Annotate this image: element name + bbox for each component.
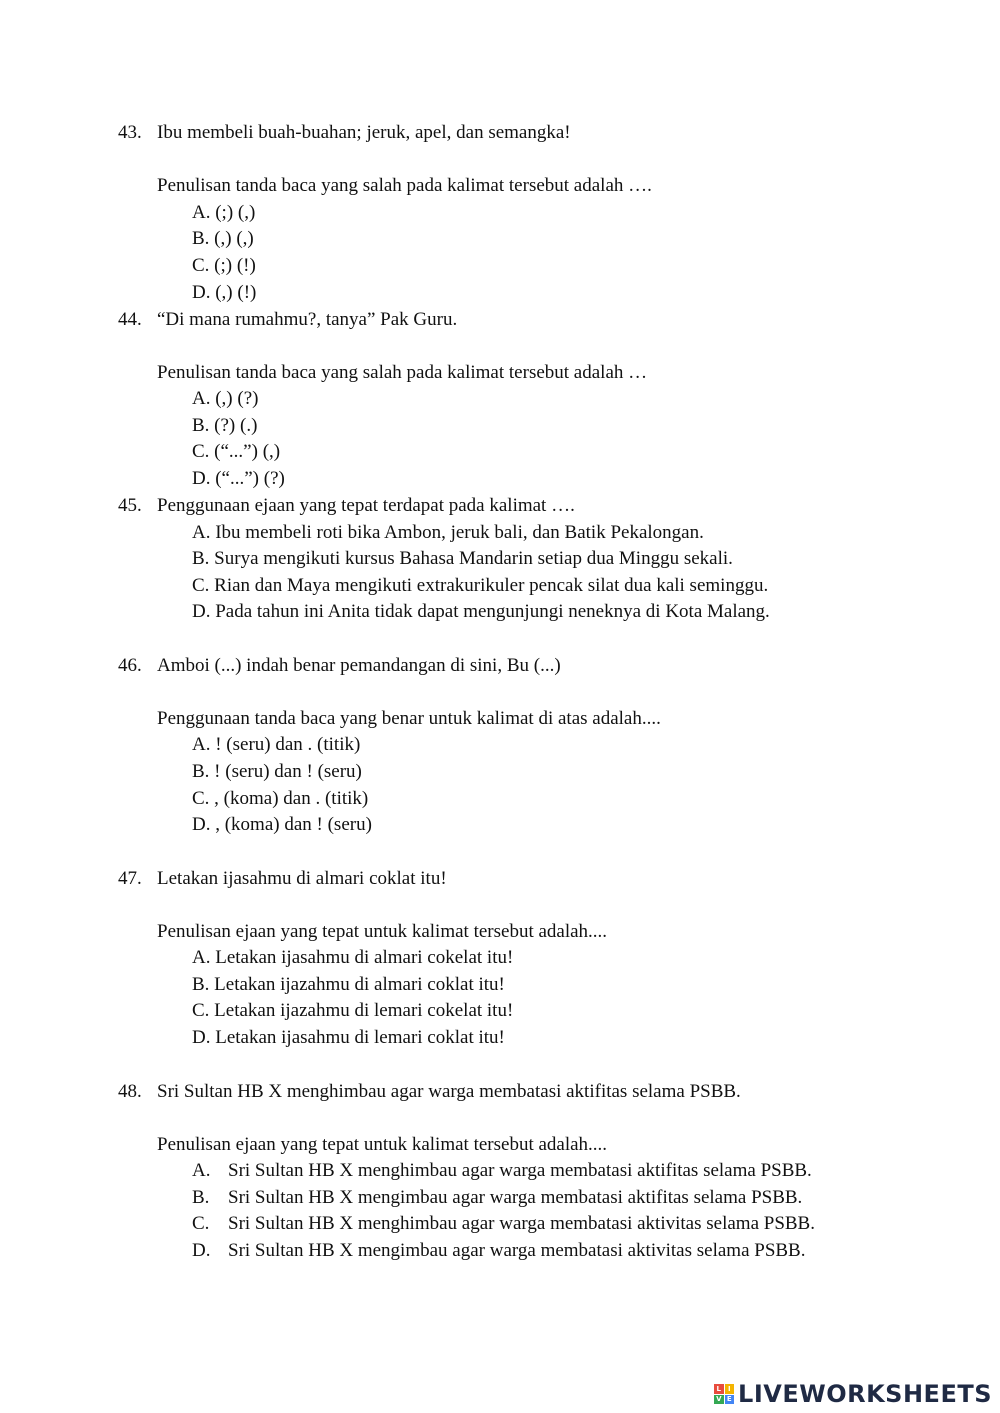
question-47-option-d[interactable]: D. Letakan ijasahmu di lemari coklat itu! <box>192 1027 505 1048</box>
question-48-option-c[interactable] <box>192 1213 815 1235</box>
question-45-option-b[interactable]: B. Surya mengikuti kursus Bahasa Mandarin setiap dua Minggu sekali. <box>192 548 733 569</box>
option-letter: A. <box>192 1160 211 1181</box>
question-text: Penggunaan ejaan yang tepat terdapat pada kalimat …. <box>157 495 575 516</box>
question-44-option-d[interactable]: D. (“...”) (?) <box>192 468 285 489</box>
option-text: Sri Sultan HB X mengimbau agar warga membatasi aktivitas selama PSBB. <box>228 1240 806 1261</box>
option-text: Sri Sultan HB X menghimbau agar warga membatasi aktifitas selama PSBB. <box>228 1160 812 1181</box>
question-46-option-b[interactable]: B. ! (seru) dan ! (seru) <box>192 761 362 782</box>
question-44-option-c[interactable]: C. (“...”) (,) <box>192 441 281 462</box>
option-text: Sri Sultan HB X mengimbau agar warga membatasi aktifitas selama PSBB. <box>228 1187 803 1208</box>
brand-name: LIVEWORKSHEETS <box>738 1380 992 1408</box>
logo-letter-l: L <box>714 1384 724 1394</box>
question-43-option-a[interactable]: A. (;) (,) <box>192 202 256 223</box>
question-45-option-a[interactable]: A. Ibu membeli roti bika Ambon, jeruk bali, dan Batik Pekalongan. <box>192 522 704 543</box>
question-47-option-c[interactable]: C. Letakan ijazahmu di lemari cokelat itu! <box>192 1000 514 1021</box>
question-text: Ibu membeli buah-buahan; jeruk, apel, dan semangka! <box>157 122 571 143</box>
question-text: “Di mana rumahmu?, tanya” Pak Guru. <box>157 309 458 330</box>
question-46-option-d[interactable]: D. , (koma) dan ! (seru) <box>192 814 372 835</box>
question-text: Amboi (...) indah benar pemandangan di sini, Bu (...) <box>157 655 561 676</box>
question-45-option-d[interactable]: D. Pada tahun ini Anita tidak dapat mengunjungi neneknya di Kota Malang. <box>192 601 770 622</box>
question-48-option-b[interactable] <box>192 1187 802 1209</box>
question-46-option-c[interactable]: C. , (koma) dan . (titik) <box>192 788 369 809</box>
question-number: 44. <box>118 309 142 330</box>
question-47-option-b[interactable]: B. Letakan ijazahmu di almari coklat itu! <box>192 974 505 995</box>
option-letter: D. <box>192 1240 211 1261</box>
question-45-option-c[interactable]: C. Rian dan Maya mengikuti extrakurikuler pencak silat dua kali seminggu. <box>192 575 769 596</box>
question-text: Sri Sultan HB X menghimbau agar warga membatasi aktifitas selama PSBB. <box>157 1081 741 1102</box>
question-number: 45. <box>118 495 142 516</box>
question-48-prompt: Penulisan ejaan yang tepat untuk kalimat tersebut adalah.... <box>157 1134 608 1155</box>
question-number: 48. <box>118 1081 142 1102</box>
option-letter: B. <box>192 1187 210 1208</box>
option-letter: C. <box>192 1213 210 1234</box>
question-46-prompt: Penggunaan tanda baca yang benar untuk kalimat di atas adalah.... <box>157 708 661 729</box>
option-text: Sri Sultan HB X menghimbau agar warga membatasi aktivitas selama PSBB. <box>228 1213 815 1234</box>
question-number: 47. <box>118 868 142 889</box>
logo-letter-v: V <box>714 1395 724 1405</box>
question-text: Letakan ijasahmu di almari coklat itu! <box>157 868 447 889</box>
question-43-prompt: Penulisan tanda baca yang salah pada kalimat tersebut adalah …. <box>157 175 652 196</box>
question-48-option-a[interactable] <box>192 1160 812 1182</box>
question-47-option-a[interactable]: A. Letakan ijasahmu di almari cokelat itu! <box>192 947 514 968</box>
question-46-option-a[interactable]: A. ! (seru) dan . (titik) <box>192 734 361 755</box>
question-number: 46. <box>118 655 142 676</box>
question-47-prompt: Penulisan ejaan yang tepat untuk kalimat tersebut adalah.... <box>157 921 608 942</box>
question-48-option-d[interactable] <box>192 1240 805 1262</box>
question-44-option-a[interactable]: A. (,) (?) <box>192 388 259 409</box>
liveworksheets-logo <box>714 1381 992 1407</box>
logo-letter-i: I <box>725 1384 735 1394</box>
question-43-option-b[interactable]: B. (,) (,) <box>192 228 254 249</box>
logo-grid-icon <box>714 1384 734 1404</box>
question-43-option-d[interactable]: D. (,) (!) <box>192 282 257 303</box>
question-44-prompt: Penulisan tanda baca yang salah pada kalimat tersebut adalah … <box>157 362 648 383</box>
question-43-option-c[interactable]: C. (;) (!) <box>192 255 256 276</box>
logo-letter-e: E <box>725 1395 735 1405</box>
question-number: 43. <box>118 122 142 143</box>
question-44-option-b[interactable]: B. (?) (.) <box>192 415 258 436</box>
